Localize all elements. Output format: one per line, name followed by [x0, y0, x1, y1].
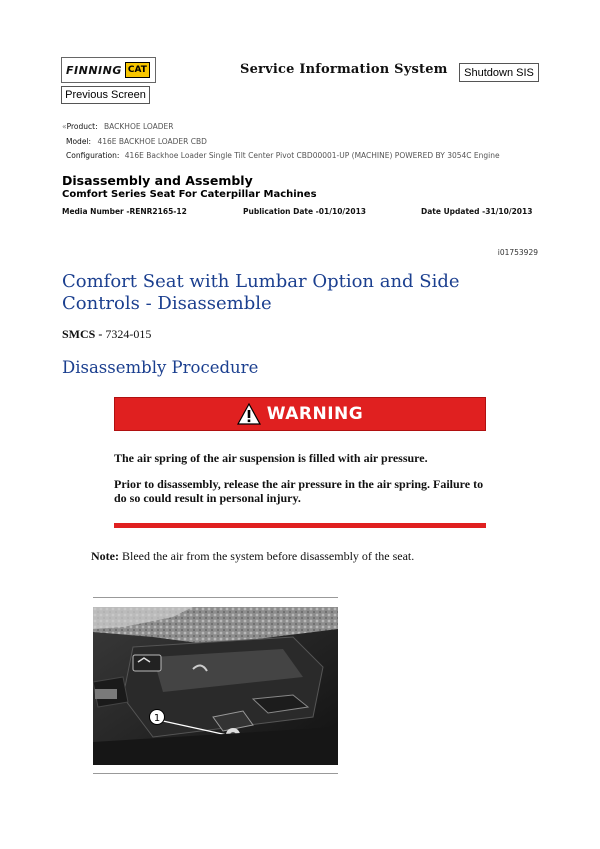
model-value: 416E BACKHOE LOADER CBD [97, 137, 207, 146]
warning-text-2: Prior to disassembly, release the air pressure in the air spring. Failure to do so could result in personal injury. [114, 477, 484, 505]
smcs-label: SMCS - [62, 327, 103, 341]
section-subtitle: Comfort Series Seat For Caterpillar Machines [62, 189, 317, 200]
note-text: Bleed the air from the system before disassembly of the seat. [121, 549, 415, 563]
model-row [66, 137, 207, 146]
warning-bottom-bar [114, 523, 486, 528]
document-id: i01753929 [497, 248, 538, 257]
finning-cat-logo [61, 57, 156, 83]
previous-screen-button[interactable]: Previous Screen [61, 86, 150, 104]
warning-banner [114, 397, 486, 431]
warning-label: WARNING [266, 404, 364, 424]
figure-top-rule [93, 597, 338, 598]
configuration-value: 416E Backhoe Loader Single Tilt Center Pivot CBD00001-UP (MACHINE) POWERED BY 3054C Engine [124, 151, 500, 160]
seat-photo [93, 607, 338, 765]
system-title: Service Information System [240, 62, 448, 77]
media-number: Media Number -RENR2165-12 [62, 207, 187, 216]
smcs-value: 7324-015 [105, 327, 152, 341]
configuration-label: Configuration: [66, 151, 120, 160]
logo-text: FINNING [66, 63, 122, 77]
callout-1: 1 [153, 713, 161, 724]
seat-illustration [93, 607, 338, 765]
product-label: Product: [66, 122, 98, 131]
publication-date: Publication Date -01/10/2013 [243, 207, 367, 216]
product-row [62, 122, 174, 131]
model-label: Model: [66, 137, 92, 146]
warning-triangle-icon [237, 403, 261, 425]
section-title: Disassembly and Assembly [62, 173, 253, 188]
cat-badge: CAT [125, 62, 150, 78]
figure-bottom-rule [93, 773, 338, 774]
smcs-code [62, 327, 151, 342]
warning-text-1: The air spring of the air suspension is filled with air pressure. [114, 451, 428, 465]
page-title: Comfort Seat with Lumbar Option and Side Controls - Disassemble [62, 271, 460, 314]
shutdown-sis-button[interactable]: Shutdown SIS [459, 63, 539, 82]
procedure-title: Disassembly Procedure [62, 358, 259, 377]
configuration-row [66, 151, 500, 160]
product-value: BACKHOE LOADER [104, 122, 174, 131]
date-updated: Date Updated -31/10/2013 [421, 207, 533, 216]
double-chevron-left-icon: « [62, 122, 67, 131]
note [91, 549, 414, 564]
note-label: Note: [91, 549, 119, 563]
